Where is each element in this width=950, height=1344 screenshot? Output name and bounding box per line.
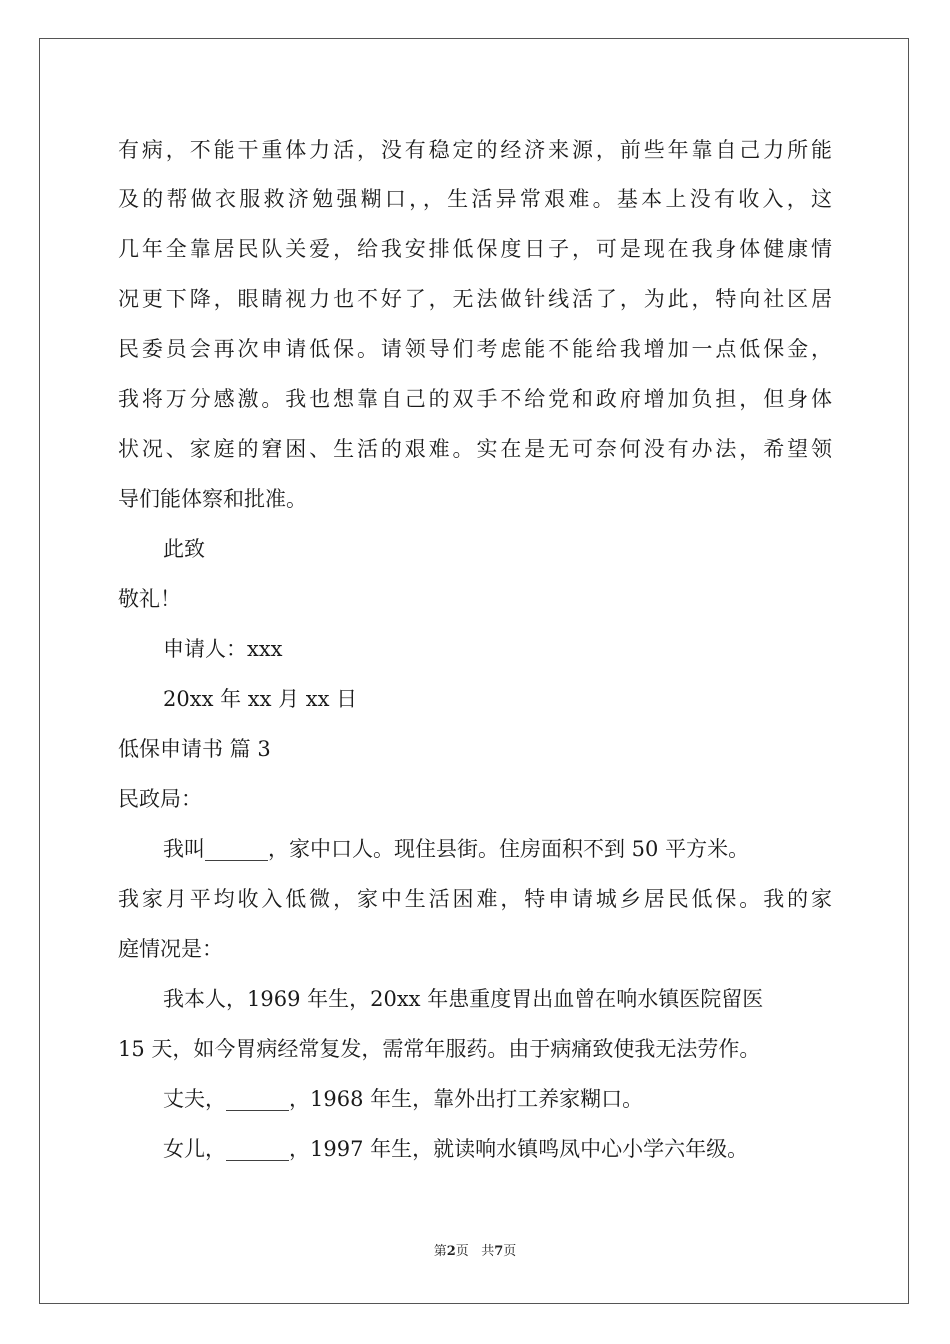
paragraph-line: 丈夫，______，1968 年生，靠外出打工养家糊口。 (163, 1087, 644, 1111)
paragraph-line: 民委员会再次申请低保。请领导们考虑能不能给我增加一点低保金， (118, 337, 832, 361)
paragraph-line: 我本人，1969 年生，20xx 年患重度胃出血曾在响水镇医院留医 (163, 987, 764, 1011)
paragraph-line: 女儿，______，1997 年生，就读响水镇鸣凤中心小学六年级。 (163, 1137, 749, 1161)
paragraph-line: 及的帮做衣服救济勉强糊口，，生活异常艰难。基本上没有收入，这 (118, 187, 832, 211)
section-heading: 低保申请书 篇 3 (118, 737, 271, 761)
paragraph-line: 几年全靠居民队关爱，给我安排低保度日子，可是现在我身体健康情 (118, 237, 832, 261)
signature-date: 20xx 年 xx 月 xx 日 (163, 687, 358, 711)
paragraph-line: 我家月平均收入低微，家中生活困难，特申请城乡居民低保。我的家 (118, 887, 832, 911)
paragraph-line: 有病，不能干重体力活，没有稳定的经济来源，前些年靠自己力所能 (118, 138, 832, 162)
paragraph-line: 庭情况是： (118, 937, 223, 961)
paragraph-line: 我叫______，家中口人。现住县街。住房面积不到 50 平方米。 (163, 837, 750, 861)
paragraph-line: 15 天，如今胃病经常复发，需常年服药。由于病痛致使我无法劳作。 (118, 1037, 761, 1061)
closing-regards: 敬礼！ (118, 587, 181, 611)
paragraph-line: 况更下降，眼睛视力也不好了，无法做针线活了，为此，特向社区居 (118, 287, 832, 311)
total-pages: 共7页 (481, 1244, 517, 1259)
page-footer (0, 1240, 950, 1259)
recipient: 民政局： (118, 787, 202, 811)
paragraph-line: 我将万分感激。我也想靠自己的双手不给党和政府增加负担，但身体 (118, 387, 832, 411)
paragraph-line: 状况、家庭的窘困、生活的艰难。实在是无可奈何没有办法，希望领 (118, 437, 832, 461)
page-number: 第2页 (433, 1244, 469, 1259)
paragraph-line: 导们能体察和批准。 (118, 487, 307, 511)
closing-salutation: 此致 (163, 537, 205, 561)
page-border (39, 38, 909, 1304)
applicant-signature: 申请人：xxx (163, 637, 283, 661)
